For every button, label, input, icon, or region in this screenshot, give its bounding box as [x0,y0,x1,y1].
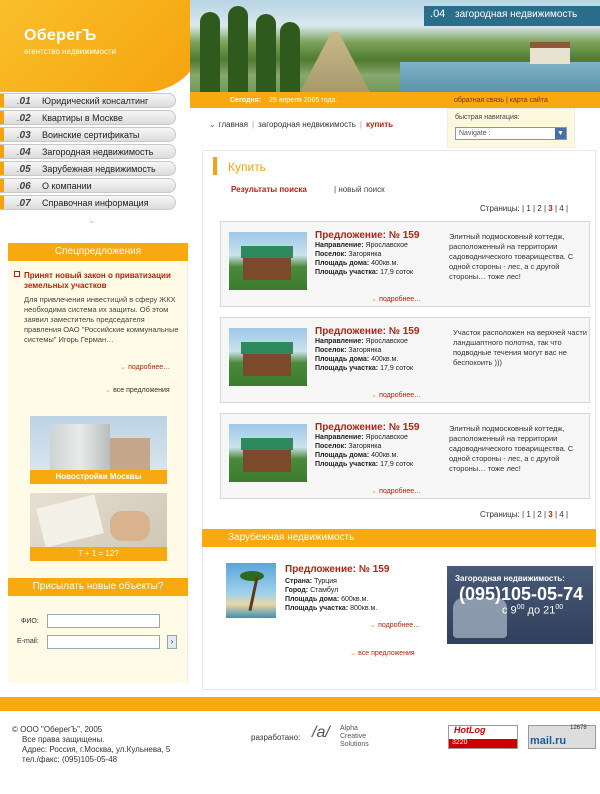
email-input[interactable] [47,635,160,649]
menu-num: .02 [17,113,31,124]
offer-lot-area: Площадь участка: 17,9 соток [315,365,414,372]
chevron-down-icon: ⌄ [371,296,377,303]
abroad-city: Город: Стамбул [285,587,339,594]
chevron-down-icon: ⌄ [105,387,111,394]
logo-subtitle: агентство недвижимости [24,47,117,56]
offer-description: Элитный подмосковный коттедж, расположенный на территории садоводнического товарищества. С одной стороны - лес, а с другой стороны… тоже лес! [449,232,574,281]
offer-title[interactable]: Предложение: № 159 [315,230,420,241]
offer-lot-area: Площадь участка: 17,9 соток [315,269,414,276]
feedback-sitemap-links[interactable]: обратная связь | карта сайта [454,97,548,104]
promo-hours: с $9^{00}$ до $21^{00}$ [502,604,564,617]
chevron-down-icon: ⌄ [88,215,96,225]
footer-copyright: © ООО "ОберегЪ", 2005 Все права защищены. Адрес: Россия, г.Москва, ул.Кульнева, 5 тел./факс: (095)105-05-48 [12,725,171,764]
menu-marker [0,128,4,141]
abroad-all-link[interactable]: ⌄ все предложения [350,650,415,657]
chevron-down-icon: ⌄ [371,392,377,399]
menu-item-moscow-flats[interactable] [0,110,176,125]
menu-num: .03 [17,130,31,141]
promo-phone: (095)105-05-74 [459,584,584,604]
hotlog-logo: HotLog [454,725,486,735]
section-badge-name: загородная недвижимость [455,9,578,20]
menu-label: Справочная информация [42,198,149,208]
menu-num: .06 [17,181,31,192]
fio-label: ФИО: [21,618,39,625]
abroad-house-area: Площадь дома: 600кв.м. [285,596,369,603]
menu-num: .07 [17,198,31,209]
menu-label: Юридический консалтинг [42,96,149,106]
logo-background [0,0,205,92]
offer-card [220,413,590,499]
breadcrumb-section[interactable]: загородная недвижимость [258,120,356,129]
menu-num: .04 [17,147,31,158]
developer-name[interactable]: Alpha Creative Solutions [340,725,369,748]
page-link[interactable]: 1 [526,204,531,213]
mailru-number: 12678 [570,725,587,731]
offer-photo[interactable] [229,424,307,482]
menu-item-legal[interactable] [0,93,176,108]
offer-direction: Направление: Ярославское [315,242,408,249]
mailru-logo: mail.ru [530,735,567,747]
page-current: 3 [548,510,553,519]
tab-search-results[interactable]: Результаты поиска [231,185,307,194]
menu-marker [0,196,4,209]
pagination-label: Страницы: [480,510,520,519]
offer-village: Поселок: Загорянка [315,443,382,450]
all-offers-link[interactable] [105,385,170,394]
footer-bar [0,697,600,711]
breadcrumb-current: купить [365,120,394,129]
menu-item-about[interactable] [0,178,176,193]
special-offers-header: Спецпредложения [8,243,188,261]
chevron-down-icon: ⌄ [350,650,356,657]
offer-more-link[interactable]: ⌄ подробнее… [371,296,422,303]
offer-card [220,221,590,307]
pagination-bottom: Страницы: | 1 | 2 | 3 | 4 | [480,510,569,519]
offer-more-link[interactable]: ⌄ подробнее… [371,392,422,399]
pagination: Страницы: | 1 | 2 | 3 | 4 | [480,204,569,213]
subscribe-header: Присылать новые объекты? [8,578,188,596]
offer-title[interactable]: Предложение: № 159 [315,422,420,433]
email-label: E-mail: [17,638,39,645]
page-link[interactable]: 4 [559,204,564,213]
abroad-photo[interactable] [226,563,276,618]
breadcrumb: ⌄ главная | загородная недвижимость | купить [209,120,394,129]
tab-new-search-label: новый поиск [338,185,385,194]
news-more-link[interactable] [120,362,170,371]
newbuild-label[interactable]: Новостройки Москвы [30,470,167,484]
page-current: 3 [548,204,553,213]
quick-nav-label: быстрая навигация: [455,114,520,121]
menu-num: .01 [17,96,31,107]
title-marker [213,157,217,175]
menu-item-country[interactable] [0,144,176,159]
page-link[interactable]: 1 [526,510,531,519]
news-text: Для привлечения инвестиций в сферу ЖКХ необходима система их защиты. Об этом заявил заместитель председателя правления ОАО "Российские коммунальные системы" Игорь Герман… [24,295,179,344]
menu-marker [0,94,4,107]
offer-title[interactable]: Предложение: № 159 [315,326,420,337]
menu-label: Квартиры в Москве [42,113,123,123]
date-label: Сегодня: [230,97,262,104]
news-bullet-icon [14,271,20,277]
news-title[interactable]: Принят новый закон о приватизации земельных участков [24,271,171,290]
menu-label: Воинские сертификаты [42,130,140,140]
date-value: 25 апреля 2005 года. [269,97,338,104]
abroad-country: Страна: Турция [285,578,337,585]
menu-marker [0,179,4,192]
offer-direction: Направление: Ярославское [315,434,408,441]
offer-photo[interactable] [229,232,307,290]
subscribe-button[interactable]: › [167,635,177,649]
offer-house-area: Площадь дома: 400кв.м. [315,452,399,459]
page-link[interactable]: 4 [559,510,564,519]
offer-house-area: Площадь дома: 400кв.м. [315,260,399,267]
chevron-down-icon: ⌄ [370,622,376,629]
page-link[interactable]: 2 [537,204,542,213]
tab-new-search[interactable]: | новый поиск [334,185,385,194]
abroad-lot-area: Площадь участка: 800кв.м. [285,605,378,612]
quick-nav-select[interactable]: Navigate : [455,127,567,140]
menu-marker [0,162,4,175]
menu-label: Загородная недвижимость [42,147,154,157]
offer-village: Поселок: Загорянка [315,251,382,258]
offer-card [220,317,590,403]
breadcrumb-home[interactable]: главная [218,120,249,129]
menu-marker [0,111,4,124]
offer-description: Элитный подмосковный коттедж, расположенный на территории садоводнического товарищества. С одной стороны - лес, а с другой стороны… тоже лес! [449,424,574,473]
menu-item-military[interactable] [0,127,176,142]
chevron-down-icon: ⌄ [120,364,126,371]
offer-description: Участок расположен на верхней части ландшаптного полотна, так что подводные течения могут вас не беспокоить ))) [453,328,587,367]
offer-village: Поселок: Загорянка [315,347,382,354]
news-more-label: подробнее… [128,364,171,371]
menu-item-abroad[interactable] [0,161,176,176]
hotlog-number: 3220 [452,739,468,746]
page-title: Купить [228,160,266,174]
offer-lot-area: Площадь участка: 17,9 соток [315,461,414,468]
offer-photo[interactable] [229,328,307,386]
offer-direction: Направление: Ярославское [315,338,408,345]
chevron-down-icon: ⌄ [209,120,216,129]
promo-label: Загородная недвижимость: [455,574,565,583]
offer-more-link[interactable]: ⌄ подробнее… [371,488,422,495]
developer-label: разработано: [251,733,301,742]
menu-item-info[interactable] [0,195,176,210]
abroad-header: Зарубежная недвижимость [202,529,596,547]
all-offers-label: все предложения [113,387,170,394]
section-badge-number: .04 [430,8,446,20]
dropdown-arrow-icon[interactable]: ▼ [555,128,566,139]
abroad-more-link[interactable]: ⌄ подробнее… [370,622,421,629]
menu-num: .05 [17,164,31,175]
menu-label: Зарубежная недвижимость [42,164,156,174]
menu-marker [0,145,4,158]
chevron-down-icon: ⌄ [371,488,377,495]
fio-input[interactable] [47,614,160,628]
menu-label: О компании [42,181,92,191]
promo-formula-label[interactable]: 7 + 1 = 12? [30,547,167,561]
abroad-offer-title[interactable]: Предложение: № 159 [285,564,390,575]
pagination-label: Страницы: [480,204,520,213]
logo-title[interactable]: ОберегЪ [24,27,97,44]
developer-logo-icon[interactable]: /a/ [312,724,330,741]
page-link[interactable]: 2 [537,510,542,519]
offer-house-area: Площадь дома: 400кв.м. [315,356,399,363]
